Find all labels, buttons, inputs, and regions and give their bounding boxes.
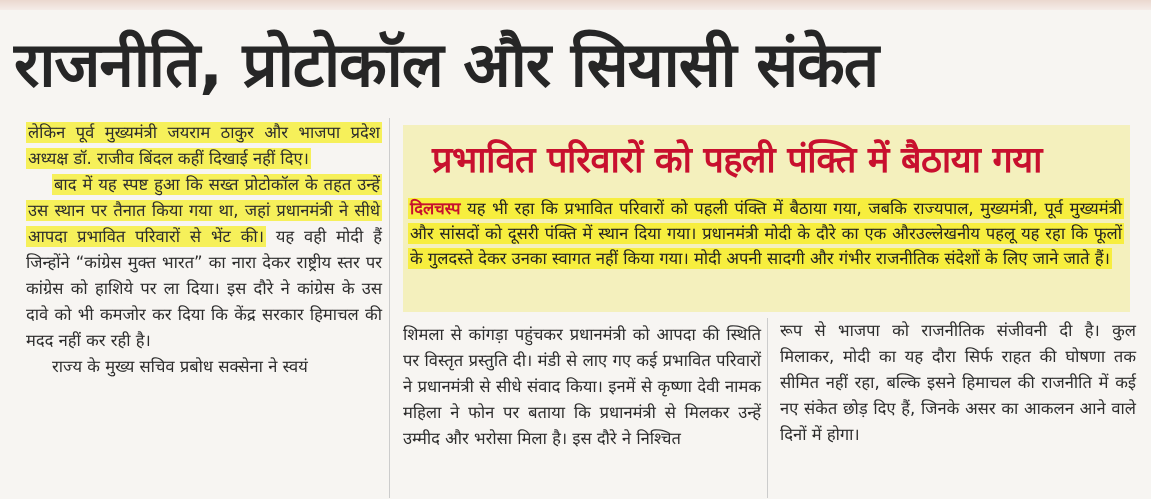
sidebar-box-title: प्रभावित परिवारों को पहली पंक्ति में बैठाया गया <box>432 140 1042 181</box>
column-divider <box>767 318 768 498</box>
body-text: यह वही मोदी हैं जिन्होंने “कांग्रेस मुक्त भारत” का नारा देकर राष्ट्रीय स्तर पर कांग्रेस को हाशिये पर ला दिया। इस दौरे ने कांग्रेस के उस दावे को भी कमजोर कर दिया कि केंद्र सरकार हिमाचल की मदद नहीं कर रही है। <box>26 227 382 350</box>
lead-word: दिलचस्प <box>410 199 461 218</box>
highlighted-text: बाद में यह स्पष्ट हुआ कि सख्त प्रोटोकॉल के तहत उन्हें उस स्थान पर तैनात किया गया था, जहां प्रधानमंत्री ने सीधे आपदा प्रभावित परिवारों से भेंट की। <box>28 175 380 246</box>
middle-column <box>403 322 761 452</box>
left-paragraph-1 <box>26 120 382 172</box>
top-border-band <box>0 0 1151 10</box>
left-column <box>26 120 382 380</box>
sidebar-box-body <box>408 196 1124 271</box>
middle-paragraph: शिमला से कांगड़ा पहुंचकर प्रधानमंत्री को आपदा की स्थिति पर विस्तृत प्रस्तुति दी। मंडी से लाए गए कई प्रभावित परिवारों ने प्रधानमंत्री से सीधे संवाद किया। इनमें से कृष्णा देवी नामक महिला ने फोन पर बताया कि प्रधानमंत्री से मिलकर उन्हें उम्मीद और भरोसा मिला है। इस दौरे ने निश्चित <box>403 325 761 448</box>
right-paragraph: रूप से भाजपा को राजनीतिक संजीवनी दी है। कुल मिलाकर, मोदी का यह दौरा सिर्फ राहत की घोषणा तक सीमित नहीं रहा, बल्कि इसने हिमाचल की राजनीति में कई नए संकेत छोड़ दिए हैं, जिनके असर का आकलन आने वाले दिनों में होगा। <box>780 321 1136 444</box>
body-text: यह भी रहा कि प्रभावित परिवारों को पहली पंक्ति में बैठाया गया, जबकि राज्यपाल, मुख्यमंत्री, पूर्व मुख्यमंत्री और सांसदों को दूसरी पंक्ति में स्थान दिया गया। प्रधानमंत्री मोदी के दौरे का एक औरउल्लेखनीय पहलू यह रहा कि फूलों के गुलदस्ते देकर उनका स्वागत नहीं किया गया। मोदी अपनी सादगी और गंभीर राजनीतिक संदेशों के लिए जाने जाते हैं। <box>410 199 1122 268</box>
right-column <box>780 318 1136 448</box>
left-paragraph-2 <box>26 172 382 354</box>
highlighted-text: लेकिन पूर्व मुख्यमंत्री जयराम ठाकुर और भाजपा प्रदेश अध्यक्ष डॉ. राजीव बिंदल कहीं दिखाई नहीं दिए। <box>28 123 380 168</box>
highlighted-text <box>408 198 1124 269</box>
left-paragraph-3: राज्य के मुख्य सचिव प्रबोध सक्सेना ने स्वयं <box>52 357 308 376</box>
headline: राजनीति, प्रोटोकॉल और सियासी संकेत <box>14 28 879 101</box>
column-divider <box>389 118 390 498</box>
